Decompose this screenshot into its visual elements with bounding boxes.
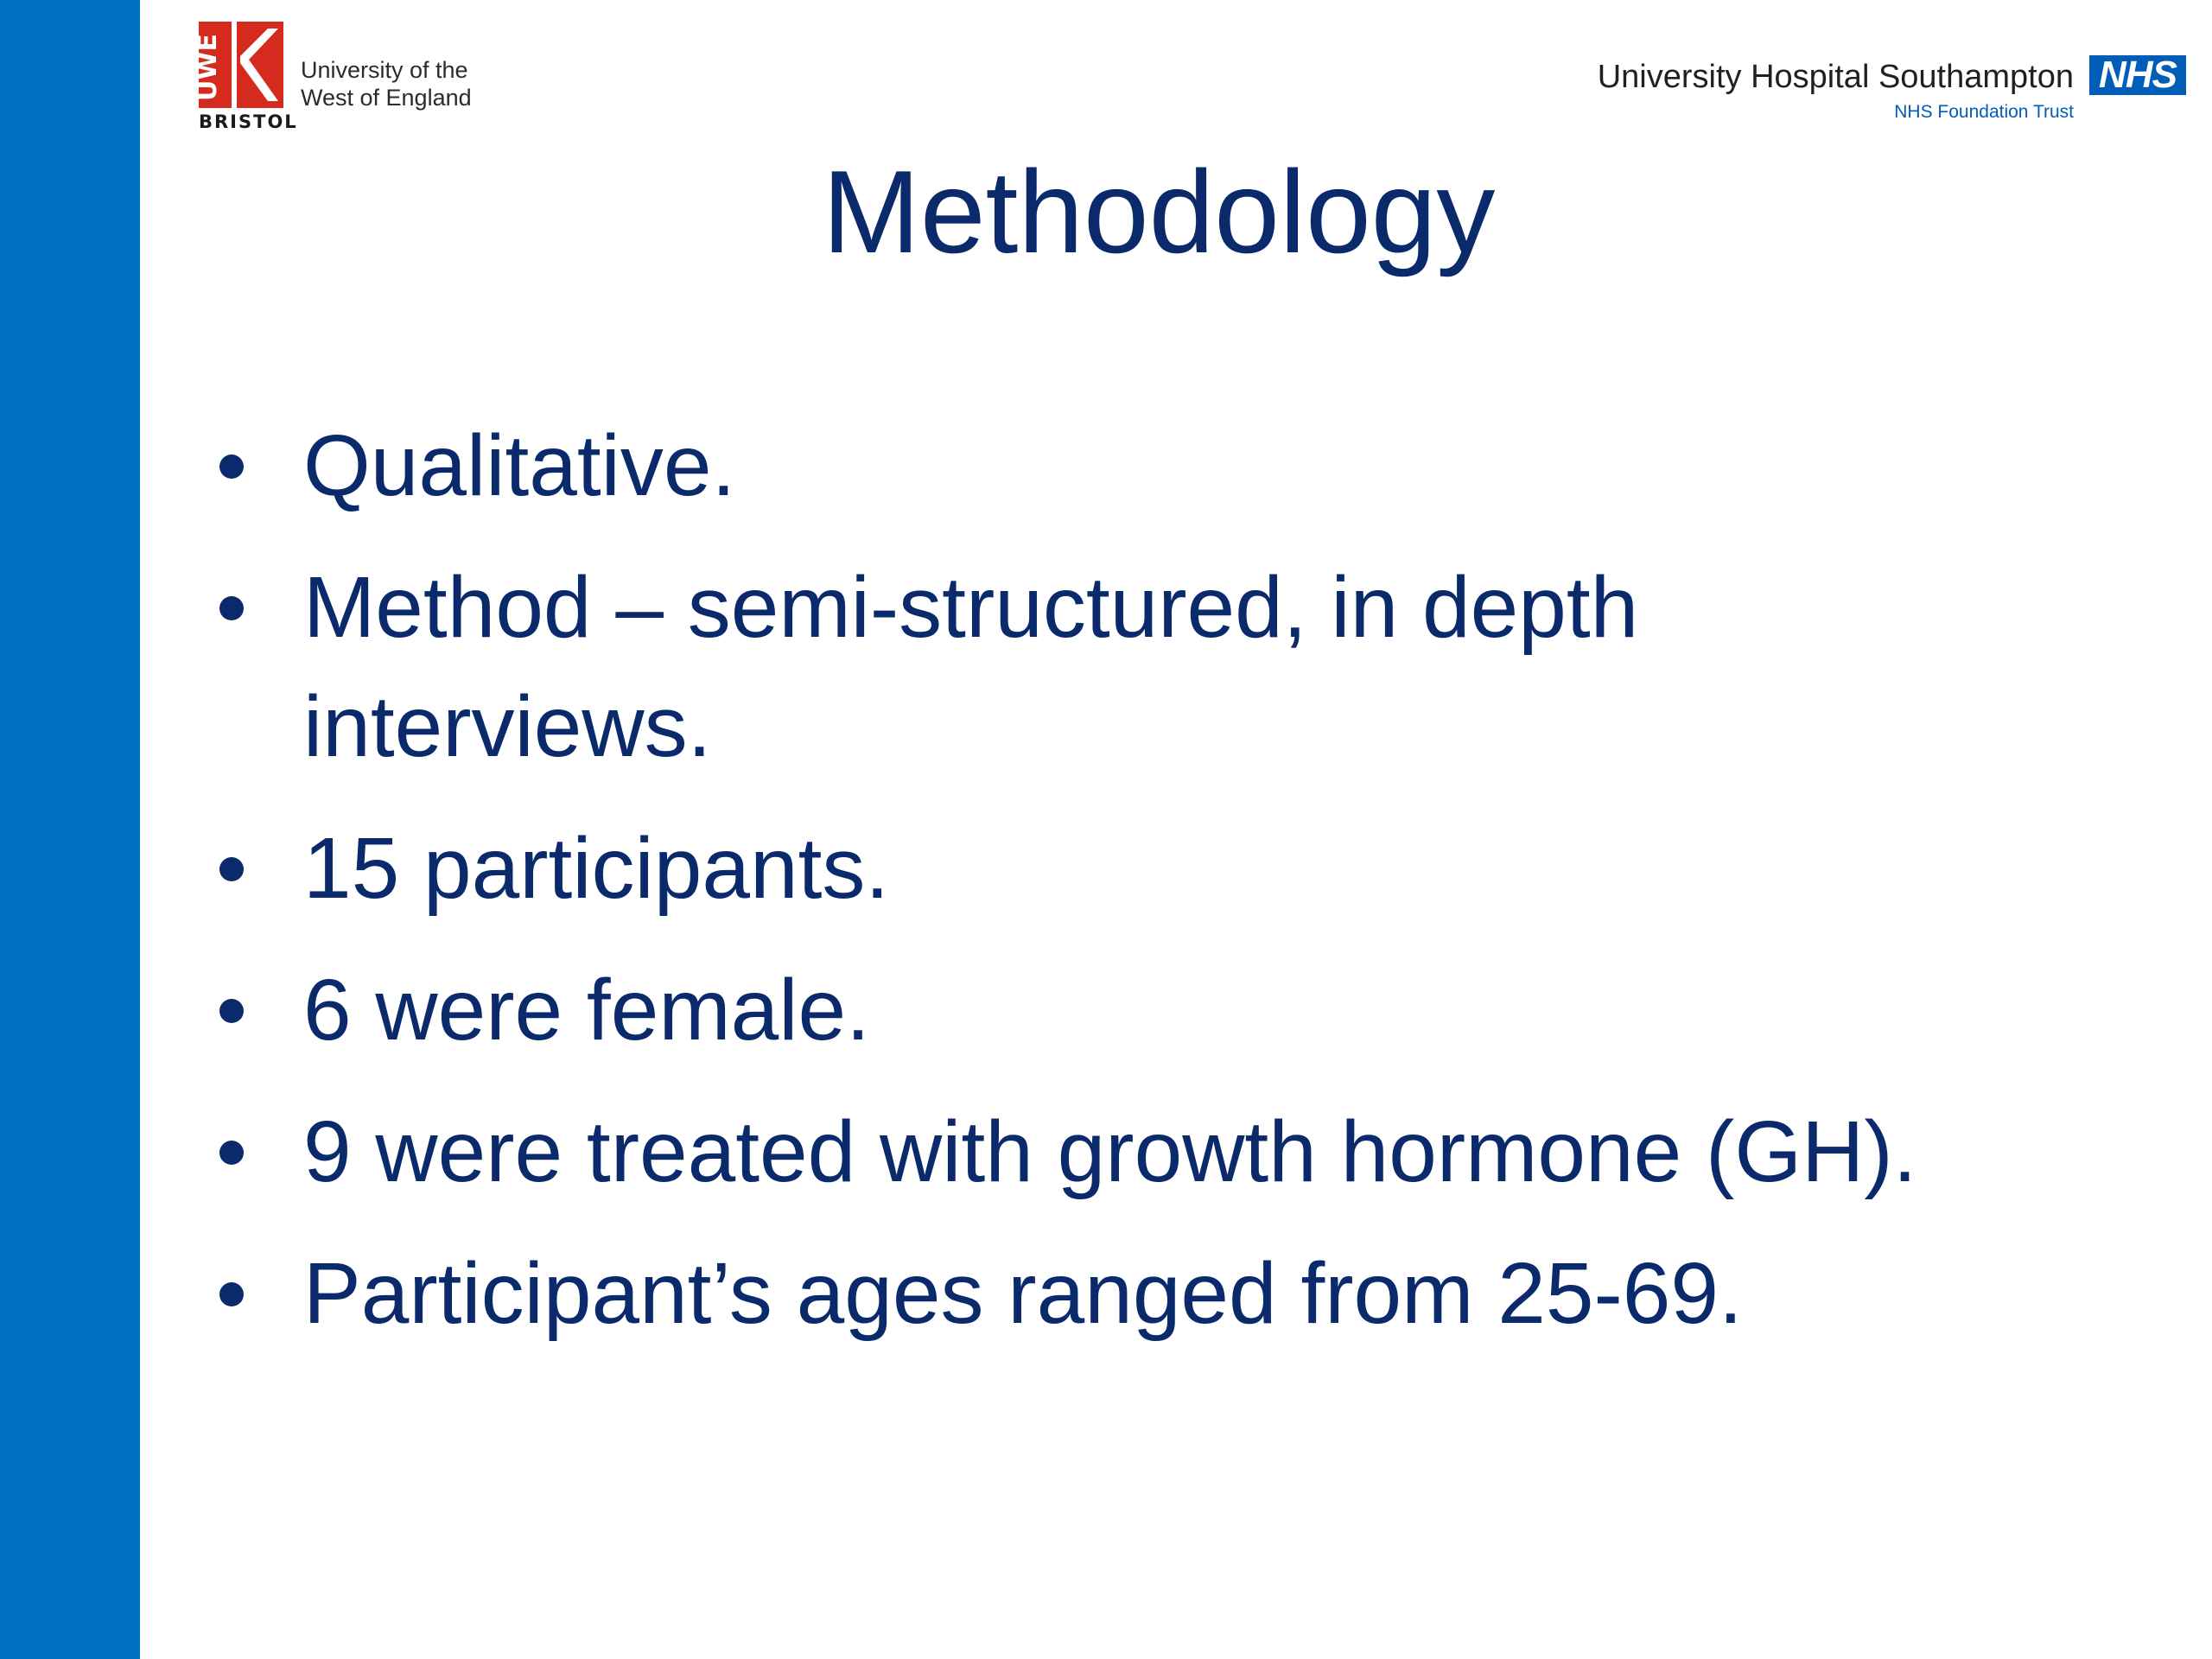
bullet-item — [213, 1234, 2131, 1353]
slide-title-container — [140, 143, 2212, 281]
bullet-text: 6 were female. — [303, 962, 870, 1058]
uwe-mark-icon — [193, 22, 283, 108]
bullet-list — [213, 406, 2131, 1376]
bullet-text: 9 were treated with growth hormone (GH). — [303, 1103, 1917, 1200]
uwe-logo — [193, 22, 493, 138]
bullet-dot-icon — [219, 1282, 244, 1306]
bullet-item — [213, 809, 2131, 928]
nhs-hospital-name: University Hospital Southampton — [1597, 59, 2074, 95]
uwe-name-line1: University of the — [301, 57, 468, 83]
nhs-trust-name: NHS Foundation Trust — [1894, 102, 2074, 122]
bullet-item — [213, 548, 2131, 786]
uwe-name — [301, 56, 472, 111]
bullet-dot-icon — [219, 857, 244, 881]
bullet-dot-icon — [219, 596, 244, 620]
bullet-dot-icon — [219, 999, 244, 1023]
uwe-name-line2: West of England — [301, 85, 472, 111]
bullet-text: Participant’s ages ranged from 25-69. — [303, 1245, 1743, 1342]
bullet-text: Qualitative. — [303, 417, 736, 514]
nhs-logo — [1529, 54, 2186, 131]
bullet-dot-icon — [219, 454, 244, 479]
uwe-mark-text: UWE — [193, 34, 223, 101]
nhs-badge-text: NHS — [2099, 54, 2177, 96]
bullet-dot-icon — [219, 1141, 244, 1165]
nhs-badge-icon — [2089, 55, 2186, 95]
bullet-item — [213, 406, 2131, 525]
bullet-item — [213, 950, 2131, 1070]
slide-title: Methodology — [822, 146, 1496, 277]
bullet-text: 15 participants. — [303, 820, 890, 917]
bullet-item — [213, 1092, 2131, 1211]
bullet-text: Method – semi-structured, in depth interviews. — [303, 559, 1639, 775]
uwe-city: BRISTOL — [199, 111, 298, 132]
left-accent-bar — [0, 0, 140, 1659]
